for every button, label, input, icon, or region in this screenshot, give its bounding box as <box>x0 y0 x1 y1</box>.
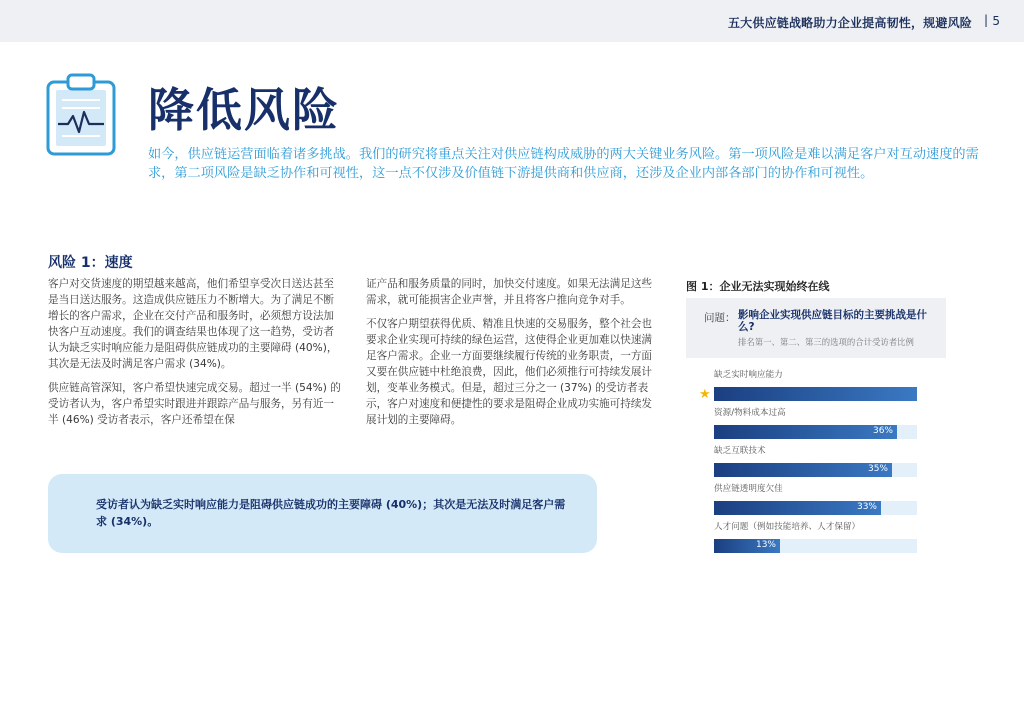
bar <box>714 387 917 401</box>
header-separator: | <box>983 13 988 27</box>
bar-chart <box>686 368 966 558</box>
body-column-1 <box>48 276 344 436</box>
callout-text: 受访者认为缺乏实时响应能力是阻碍供应链成功的主要障碍 (40%)；其次是无法及时满足客户需求 (34%)。 <box>96 498 566 528</box>
bar-track <box>714 387 917 401</box>
clipboard-heartbeat-icon <box>46 72 116 156</box>
body-paragraph: 客户对交货速度的期望越来越高，他们希望享受次日送达甚至是当日送达服务。这造成供应链压力不断增大。为了满足不断增长的客户需求，企业在交付产品和服务时，必须想方设法加快客户互动速度。我们的调查结果也体现了这一趋势，受访者认为缺乏实时响应能力是阻碍供应链成功的主要障碍 (40%)，其次是无法及时满足客户需求 (34%)。 <box>48 278 338 370</box>
page-number: 5 <box>992 14 1000 28</box>
callout-box <box>48 474 597 553</box>
page-title: 降低风险 <box>148 83 340 137</box>
bar <box>714 463 892 477</box>
bar <box>714 425 897 439</box>
question-note: 排名第一、第二、第三的选项的合计受访者比例 <box>738 337 914 347</box>
bar <box>714 501 881 515</box>
bar-track <box>714 501 917 515</box>
question-box <box>686 298 946 358</box>
bar <box>714 539 780 553</box>
bar-category-label: 资源/物料成本过高 <box>714 408 786 418</box>
bar-track <box>714 425 917 439</box>
body-paragraph: 不仅客户期望获得优质、精准且快速的交易服务，整个社会也要求企业实现可持续的绿色运营，这使得企业更加难以快速满足客户需求。企业一方面要继续履行传统的业务职责，一方面又要在供应链中杜绝浪费，因此，他们必须推行可持续发展计划，变革业务模式。但是，超过三分之一 (37%) 的受访者表示，客户对速度和便捷性的要求是阻碍企业成功实施可持续发展计划的主要障碍。 <box>366 318 653 426</box>
bar-category-label: 人才问题（例如技能培养、人才保留） <box>714 522 861 532</box>
bar-category-label: 缺乏实时响应能力 <box>714 370 783 380</box>
bar-value-label: 33% <box>856 502 877 512</box>
risk-heading: 风险 1：速度 <box>48 255 133 271</box>
bar-value-label: 35% <box>867 464 888 474</box>
question-label: 问题： <box>704 312 736 324</box>
body-paragraph: 供应链高管深知，客户希望快速完成交易。超过一半 (54%) 的受访者认为，客户希望实时跟进并跟踪产品与服务，另有近一半 (46%) 受访者表示，客户还希望在保 <box>48 382 341 426</box>
bar-category-label: 缺乏互联技术 <box>714 446 766 456</box>
bar-track <box>714 463 917 477</box>
body-paragraph: 证产品和服务质量的同时，加快交付速度。如果无法满足这些需求，就可能损害企业声誉，并且将客户推向竞争对手。 <box>366 278 653 306</box>
star-icon: ★ <box>699 387 711 402</box>
body-column-2 <box>366 276 662 436</box>
intro-paragraph: 如今，供应链运营面临着诸多挑战。我们的研究将重点关注对供应链构成威胁的两大关键业务风险。第一项风险是难以满足客户对互动速度的需求，第二项风险是缺乏协作和可视性，这一点不仅涉及价值链下游提供商和供应商，还涉及企业内部各部门的协作和可视性。 <box>148 147 979 181</box>
top-bar <box>0 0 1024 42</box>
bar-track <box>714 539 917 553</box>
bar-value-label: 36% <box>872 426 893 436</box>
figure-caption: 图 1：企业无法实现始终在线 <box>686 280 830 293</box>
question-text: 影响企业实现供应链目标的主要挑战是什么? <box>738 309 927 333</box>
bar-value-label: 13% <box>755 540 776 550</box>
header-title: 五大供应链战略助力企业提高韧性，规避风险 <box>727 16 972 30</box>
bar-category-label: 供应链透明度欠佳 <box>714 484 783 494</box>
